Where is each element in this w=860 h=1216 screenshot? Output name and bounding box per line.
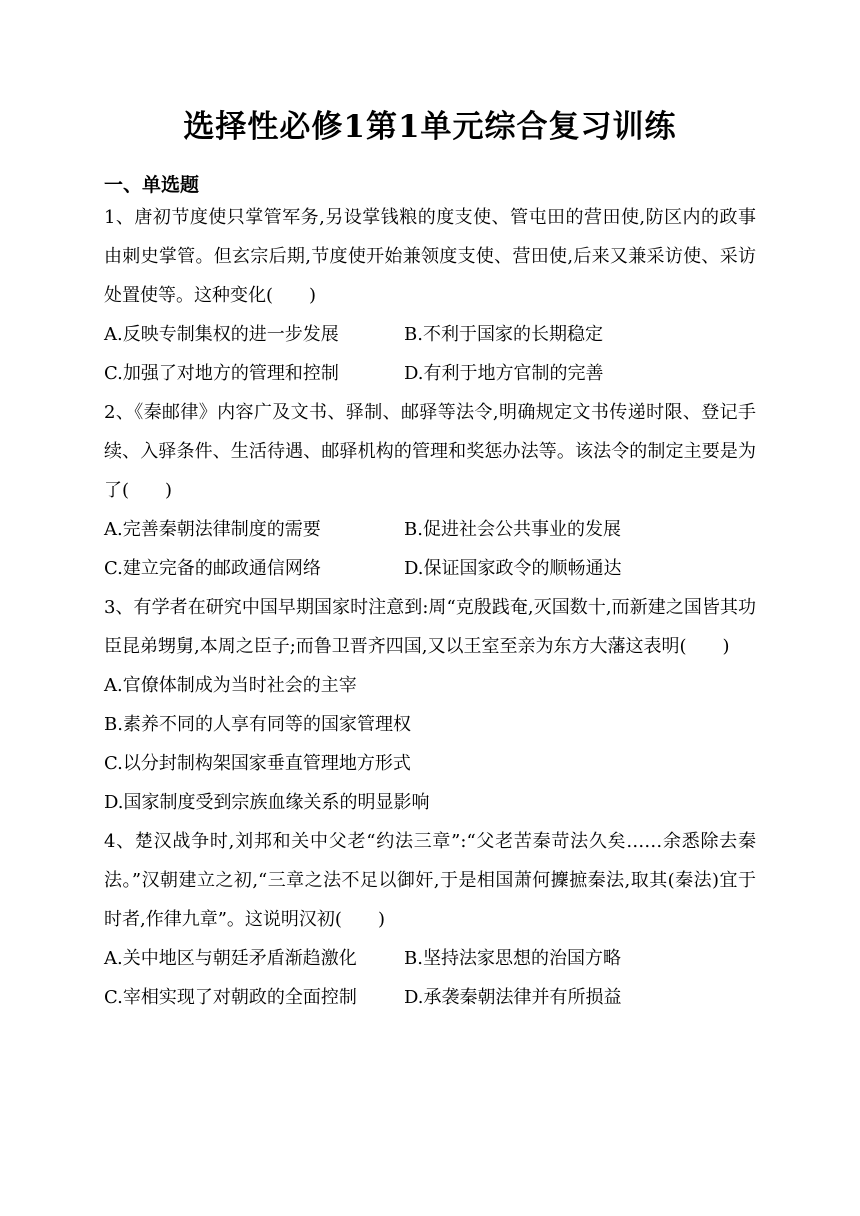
option-d: D.有利于地方官制的完善 <box>404 363 604 384</box>
option-d: D.承袭秦朝法律并有所损益 <box>404 987 622 1008</box>
option-a: A.完善秦朝法律制度的需要 <box>104 519 321 540</box>
question-1 <box>104 198 756 393</box>
option-row <box>104 549 756 588</box>
option-a: A.官僚体制成为当时社会的主宰 <box>104 675 357 696</box>
page-title: 选择性必修1第1单元综合复习训练 <box>183 109 677 145</box>
question-stem: 3、有学者在研究中国早期国家时注意到:周“克殷践奄,灭国数十,而新建之国皆其功臣昆弟甥舅,本周之臣子;而鲁卫晋齐四国,又以王室至亲为东方大藩这表明( ) <box>104 597 756 657</box>
section-heading: 一、单选题 <box>104 174 200 196</box>
option-b: B.坚持法家思想的治国方略 <box>404 948 621 969</box>
question-stem: 2、《秦邮律》内容广及文书、驿制、邮驿等法令,明确规定文书传递时限、登记手续、入驿条件、生活待遇、邮驿机构的管理和奖惩办法等。该法令的制定主要是为了( ) <box>104 402 756 501</box>
option-b: B.素养不同的人享有同等的国家管理权 <box>104 714 411 735</box>
option-a: A.反映专制集权的进一步发展 <box>104 324 339 345</box>
option-row <box>104 510 756 549</box>
option-d: D.保证国家政令的顺畅通达 <box>404 558 622 579</box>
option-row <box>104 939 756 978</box>
question-stem: 1、唐初节度使只掌管军务,另设掌钱粮的度支使、管屯田的营田使,防区内的政事由刺史掌管。但玄宗后期,节度使开始兼领度支使、营田使,后来又兼采访使、采访处置使等。这种变化( ) <box>104 207 756 306</box>
question-stem: 4、楚汉战争时,刘邦和关中父老“约法三章”:“父老苦秦苛法久矣……余悉除去秦法。”汉朝建立之初,“三章之法不足以御奸,于是相国萧何攈摭秦法,取其(秦法)宜于时者,作律九章”。这说明汉初( ) <box>104 831 756 930</box>
option-c: C.以分封制构架国家垂直管理地方形式 <box>104 753 411 774</box>
question-4 <box>104 822 756 1017</box>
option-row <box>104 354 756 393</box>
question-2 <box>104 393 756 588</box>
option-c: C.宰相实现了对朝政的全面控制 <box>104 987 357 1008</box>
question-list <box>104 198 756 1017</box>
option-c: C.加强了对地方的管理和控制 <box>104 363 339 384</box>
option-a: A.关中地区与朝廷矛盾渐趋激化 <box>104 948 357 969</box>
option-b: B.不利于国家的长期稳定 <box>404 324 603 345</box>
option-d: D.国家制度受到宗族血缘关系的明显影响 <box>104 792 430 813</box>
option-row <box>104 315 756 354</box>
option-row <box>104 978 756 1017</box>
question-3 <box>104 588 756 822</box>
option-c: C.建立完备的邮政通信网络 <box>104 558 321 579</box>
option-b: B.促进社会公共事业的发展 <box>404 519 621 540</box>
